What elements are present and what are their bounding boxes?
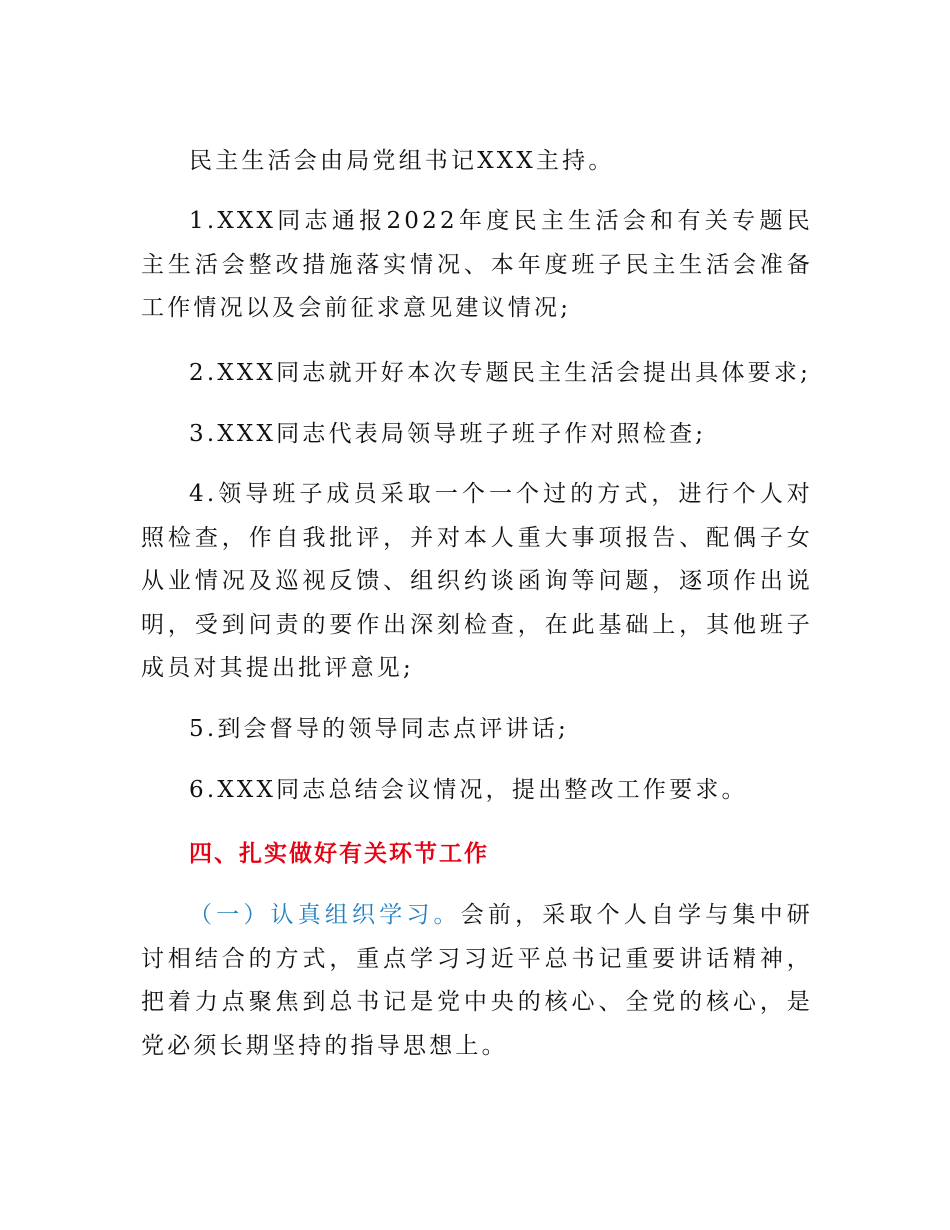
subsection-paragraph (141, 894, 813, 1068)
subsection-body: 会前，采取个人自学与集中研讨相结合的方式，重点学习习近平总书记重要讲话精神，把着力点聚焦到总书记是党中央的核心、全党的核心，是党必须长期坚持的指导思想上。 (141, 902, 814, 1059)
agenda-item-6: 6.XXX同志总结会议情况，提出整改工作要求。 (189, 777, 748, 803)
subsection-lead: （一）认真组织学习。 (189, 902, 461, 928)
agenda-item-3: 3.XXX同志代表局领导班子班子作对照检查; (189, 421, 707, 447)
paragraph-host: 民主生活会由局党组书记XXX主持。 (189, 148, 615, 174)
agenda-item-1: 1.XXX同志通报2022年度民主生活会和有关专题民主生活会整改措施落实情况、本年度班子民主生活会准备工作情况以及会前征求意见建议情况; (141, 208, 813, 321)
agenda-item-2: 2.XXX同志就开好本次专题民主生活会提出具体要求; (189, 360, 812, 386)
agenda-item-4: 4.领导班子成员采取一个一个过的方式，进行个人对照检查，作自我批评，并对本人重大事项报告、配偶子女从业情况及巡视反馈、组织约谈函询等问题，逐项作出说明，受到问责的要作出深刻检查，在此基础上，其他班子成员对其提出批评意见; (141, 481, 813, 681)
section-heading: 四、扎实做好有关环节工作 (189, 841, 489, 867)
agenda-item-5: 5.到会督导的领导同志点评讲话; (189, 716, 569, 742)
